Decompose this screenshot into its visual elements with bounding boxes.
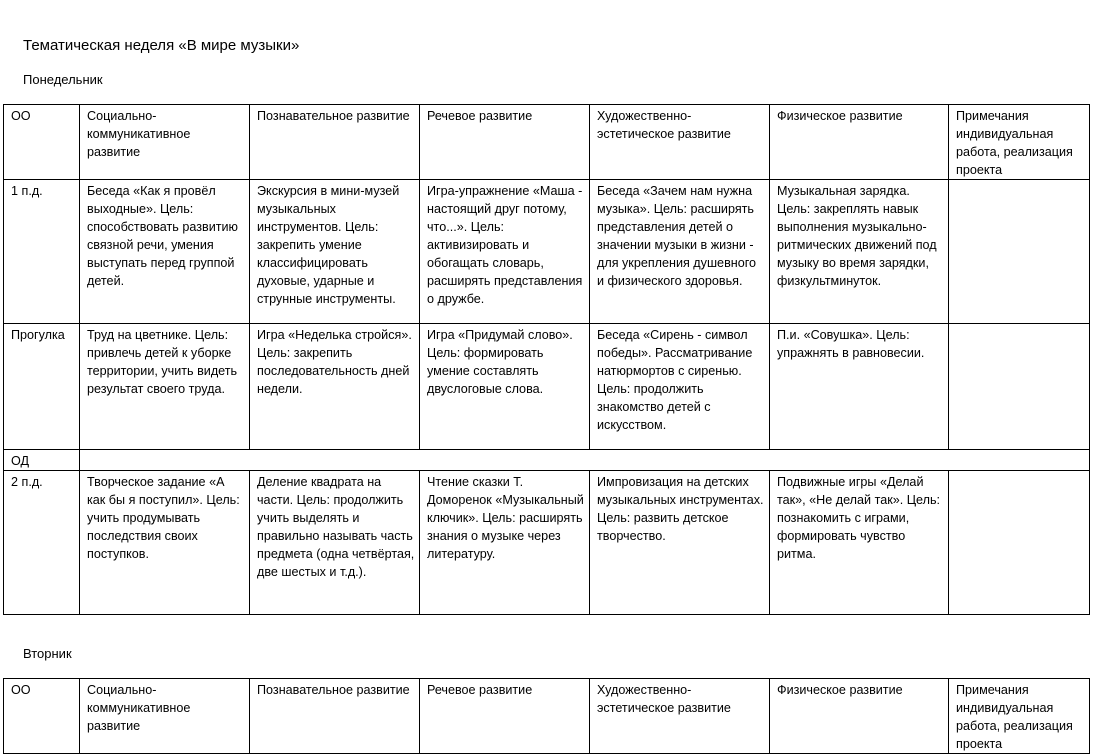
table-cell [949,471,1090,615]
table-cell: Импровизация на детских музыкальных инструментах. Цель: развить детское творчество. [590,471,770,615]
table-cell: Игра-упражнение «Маша - настоящий друг потому, что...». Цель: активизировать и обогащать словарь, расширять представления о дружбе. [420,180,590,324]
table-header-row [4,105,1090,180]
table-cell: Подвижные игры «Делай так», «Не делай так». Цель: познакомить с играми, формировать чувство ритма. [770,471,949,615]
table-cell: Игра «Придумай слово». Цель: формировать умение составлять двуслоговые слова. [420,324,590,450]
table-cell: Беседа «Как я провёл выходные». Цель: способствовать развитию связной речи, умения выступать перед группой детей. [80,180,250,324]
header-cell: Физическое развитие [770,105,949,180]
table-cell: Труд на цветнике. Цель: привлечь детей к уборке территории, учить видеть результат своего труда. [80,324,250,450]
header-cell: Социально-коммуникативное развитие [80,105,250,180]
header-cell: Познавательное развитие [250,679,420,754]
table-cell: Деление квадрата на части. Цель: продолжить учить выделять и правильно называть часть предмета (одна четвёртая, две шестых и т.д.). [250,471,420,615]
table-cell: Чтение сказки Т. Доморенок «Музыкальный ключик». Цель: расширять знания о музыке через литературу. [420,471,590,615]
table-cell: Экскурсия в мини-музей музыкальных инструментов. Цель: закрепить умение классифицировать духовые, ударные и струнные инструменты. [250,180,420,324]
header-cell: Социально-коммуникативное развитие [80,679,250,754]
day-heading-tuesday: Вторник [23,646,72,661]
header-cell: Речевое развитие [420,105,590,180]
table-row [4,450,1090,471]
header-cell: Художественно-эстетическое развитие [590,679,770,754]
table-row [4,471,1090,615]
header-cell: Речевое развитие [420,679,590,754]
table-cell [949,180,1090,324]
header-cell: Примечания индивидуальная работа, реализация проекта [949,105,1090,180]
table-cell: Беседа «Зачем нам нужна музыка». Цель: расширять представления детей о значении музыки в жизни - для укрепления душевного и физического здоровья. [590,180,770,324]
table-cell: П.и. «Совушка». Цель: упражнять в равновесии. [770,324,949,450]
table-cell: Музыкальная зарядка. Цель: закреплять навык выполнения музыкально-ритмических движений под музыку во время зарядки, физкультминуток. [770,180,949,324]
table-cell [949,324,1090,450]
header-cell: ОО [4,679,80,754]
header-cell: Физическое развитие [770,679,949,754]
header-cell: Примечания индивидуальная работа, реализация проекта [949,679,1090,754]
table-cell [80,450,1090,471]
header-cell: ОО [4,105,80,180]
monday-table [3,104,1090,615]
table-row [4,324,1090,450]
row-label: 1 п.д. [4,180,80,324]
table-header-row [4,679,1090,754]
header-cell: Познавательное развитие [250,105,420,180]
table-cell: Творческое задание «А как бы я поступил». Цель: учить продумывать последствия своих поступков. [80,471,250,615]
day-heading-monday: Понедельник [23,72,103,87]
row-label: Прогулка [4,324,80,450]
row-label: 2 п.д. [4,471,80,615]
header-cell: Художественно-эстетическое развитие [590,105,770,180]
table-cell: Беседа «Сирень - символ победы». Рассматривание натюрмортов с сиренью. Цель: продолжить знакомство детей с искусством. [590,324,770,450]
tuesday-table [3,678,1090,754]
row-label: ОД [4,450,80,471]
page-title: Тематическая неделя «В мире музыки» [23,37,300,54]
table-row [4,180,1090,324]
table-cell: Игра «Неделька стройся». Цель: закрепить последовательность дней недели. [250,324,420,450]
